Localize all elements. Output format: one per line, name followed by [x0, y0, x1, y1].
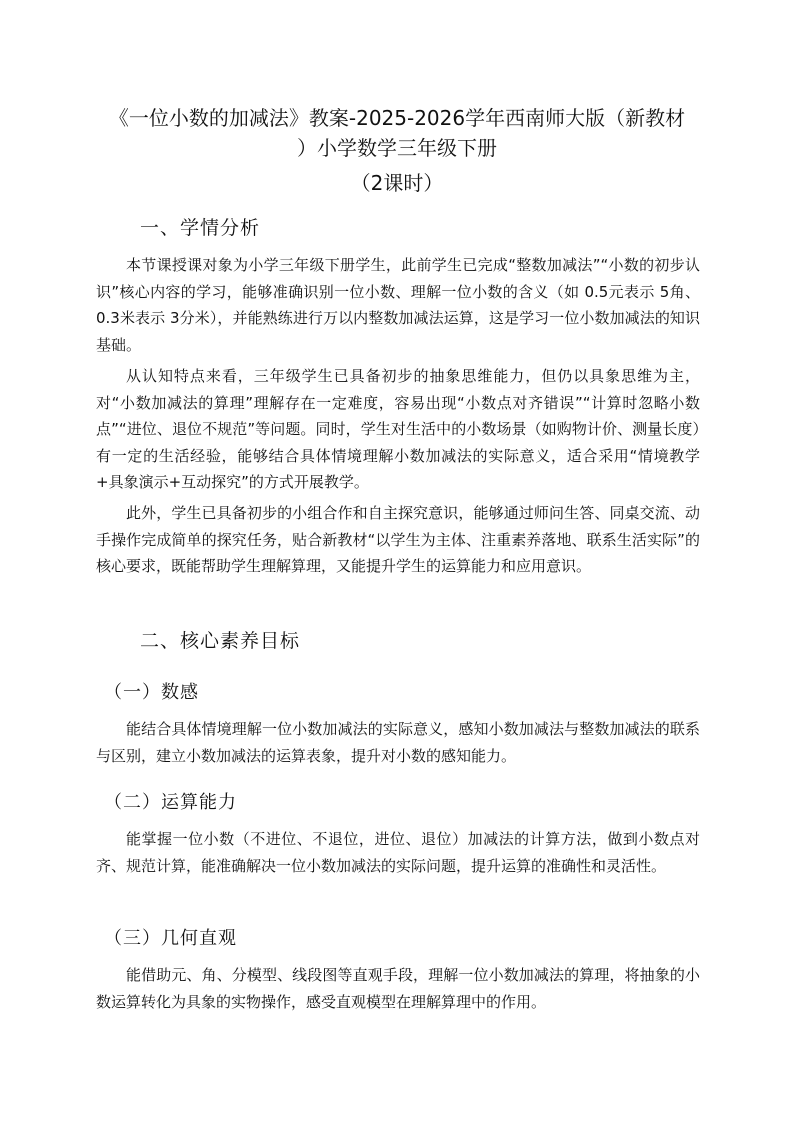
paragraph-learning-analysis-1: 本节课授课对象为小学三年级下册学生，此前学生已完成“整数加减法”“小数的初步认识”核心内容的学习，能够准确识别一位小数、理解一位小数的含义（如 0.5元表示 5角、0.3米表示 3分米），并能熟练进行万以内整数加减法运算，这是学习一位小数加减法的知识基础。: [96, 256, 700, 354]
paragraph-learning-analysis-2: 从认知特点来看，三年级学生已具备初步的抽象思维能力，但仍以具象思维为主，对“小数加减法的算理”理解存在一定难度，容易出现“小数点对齐错误”“计算时忽略小数点”“进位、退位不规范”等问题。同时，学生对生活中的小数场景（如购物计价、测量长度）有一定的生活经验，能够结合具体情境理解小数加减法的实际意义，适合采用“情境教学+具象演示+互动探究”的方式开展教学。: [96, 367, 700, 491]
document-subtitle: （2课时）: [350, 171, 444, 195]
document-title-line-1: 《一位小数的加减法》教案-2025-2026学年西南师大版（新教材: [108, 106, 686, 130]
paragraph-geometric-intuition: 能借助元、角、分模型、线段图等直观手段，理解一位小数加减法的算理，将抽象的小数运算转化为具象的实物操作，感受直观模型在理解算理中的作用。: [96, 966, 700, 1011]
paragraph-computation: 能掌握一位小数（不进位、不退位，进位、退位）加减法的计算方法，做到小数点对齐、规范计算，能准确解决一位小数加减法的实际问题，提升运算的准确性和灵活性。: [96, 830, 700, 875]
document-title-line-2: ）小学数学三年级下册: [297, 136, 497, 160]
section-heading-core-goals: 二、核心素养目标: [140, 630, 301, 652]
section-heading-learning-analysis: 一、学情分析: [140, 217, 261, 239]
subsection-heading-computation: （二）运算能力: [104, 792, 237, 813]
paragraph-learning-analysis-3: 此外，学生已具备初步的小组合作和自主探究意识，能够通过师问生答、同桌交流、动手操作完成简单的探究任务，贴合新教材“以学生为主体、注重素养落地、联系生活实际”的核心要求，既能帮助学生理解算理，又能提升学生的运算能力和应用意识。: [96, 504, 700, 575]
subsection-heading-number-sense: （一）数感: [104, 682, 199, 703]
paragraph-number-sense: 能结合具体情境理解一位小数加减法的实际意义，感知小数加减法与整数加减法的联系与区别，建立小数加减法的运算表象，提升对小数的感知能力。: [96, 720, 700, 765]
subsection-heading-geometric-intuition: （三）几何直观: [104, 928, 237, 949]
